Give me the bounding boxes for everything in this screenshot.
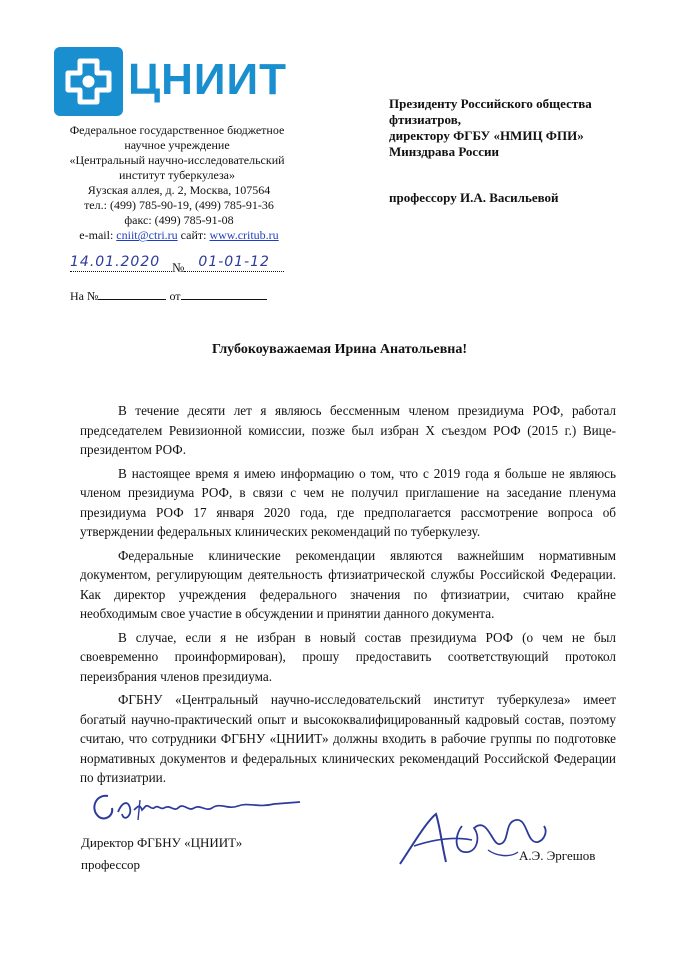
handwritten-number: 01-01-12	[198, 254, 270, 270]
logo-mark	[54, 47, 123, 116]
number-field	[184, 254, 284, 272]
recipient-addressee: профессору И.А. Васильевой	[389, 190, 559, 205]
recipient-line: Президенту Российского общества	[389, 96, 592, 111]
reply-number-field	[98, 289, 166, 300]
medical-cross-icon	[54, 47, 123, 116]
reply-reference-line	[70, 285, 284, 307]
paragraph: Федеральные клинические рекомендации являются важнейшим нормативным документом, регулирующим деятельность фтизиатрической службы Российской Федерации. Как директор учреждения федерального значения по фтизиатрии, считаю крайне необходимым свое участие в обсуждении и принятии данного документа.	[80, 547, 616, 621]
registration-block	[70, 254, 284, 307]
organization-name	[54, 123, 300, 183]
address: Яузская аллея, д. 2, Москва, 107564	[87, 183, 271, 197]
org-line: Федеральное государственное бюджетное	[69, 123, 285, 137]
handwritten-signature	[392, 806, 572, 876]
number-symbol: №	[172, 260, 185, 275]
reply-label: На №	[70, 289, 99, 303]
org-line: институт туберкулеза»	[118, 168, 236, 182]
email-site-line	[58, 228, 300, 243]
letter-body	[80, 401, 616, 792]
from-label: от	[169, 289, 181, 303]
org-line: научное учреждение	[124, 138, 230, 152]
recipient-line: фтизиатров,	[389, 112, 461, 127]
outgoing-number-line	[70, 254, 284, 279]
paragraph: В течение десяти лет я являюсь бессменным членом президиума РОФ, работал председателем Ревизионной комиссии, позже был избран Х съездом РОФ (2015 г.) Вице-президентом РОФ.	[80, 403, 616, 457]
recipient-block	[389, 96, 629, 160]
contact-block	[58, 183, 300, 243]
signatory-block	[81, 832, 242, 876]
site-label: сайт:	[180, 228, 207, 242]
signatory-name: А.Э. Эргешов	[519, 848, 596, 863]
fax: факс: (499) 785-91-08	[124, 213, 234, 227]
reply-date-field	[181, 289, 267, 300]
date-field	[70, 254, 172, 272]
paragraph: ФГБНУ «Центральный научно-исследовательский институт туберкулеза» имеет богатый научно-практический опыт и высококвалифицированный кадровый состав, поэтому считаю, что сотрудники ФГБНУ «ЦНИИТ» должны входить в рабочие группы по подготовке нормативных документов и федеральных клинических рекомендаций Российской Федерации по фтизиатрии.	[80, 692, 616, 785]
phone: тел.: (499) 785-90-19, (499) 785-91-36	[84, 198, 274, 212]
email-link[interactable]: cniit@ctri.ru	[116, 228, 178, 242]
logo-text: ЦНИИТ	[128, 55, 288, 104]
handwritten-date: 14.01.2020	[70, 254, 161, 270]
recipient-line: директору ФГБУ «НМИЦ ФПИ»	[389, 128, 584, 143]
recipient-line: Минздрава России	[389, 144, 499, 159]
paragraph: В настоящее время я имею информацию о том, что с 2019 года я больше не являюсь членом президиума РОФ, в связи с чем не получил приглашение на заседание пленума президиума РОФ 17 января 2020 года, где предполагается рассмотрение вопроса об утверждении федеральных клинических рекомендаций по туберкулезу.	[80, 465, 616, 539]
signatory-rank: профессор	[81, 857, 141, 872]
signatory-title: Директор ФГБНУ «ЦНИИТ»	[81, 835, 243, 850]
salutation: Глубокоуважаемая Ирина Анатольевна!	[212, 342, 467, 357]
org-line: «Центральный научно-исследовательский	[69, 153, 285, 167]
site-link[interactable]: www.critub.ru	[209, 228, 279, 242]
handwritten-regards	[78, 782, 318, 832]
email-label: e-mail:	[79, 228, 114, 242]
paragraph: В случае, если я не избран в новый состав президиума РОФ (о чем не был своевременно проинформирован), прошу предоставить соответствующий протокол переизбрания членов президиума.	[80, 629, 616, 684]
